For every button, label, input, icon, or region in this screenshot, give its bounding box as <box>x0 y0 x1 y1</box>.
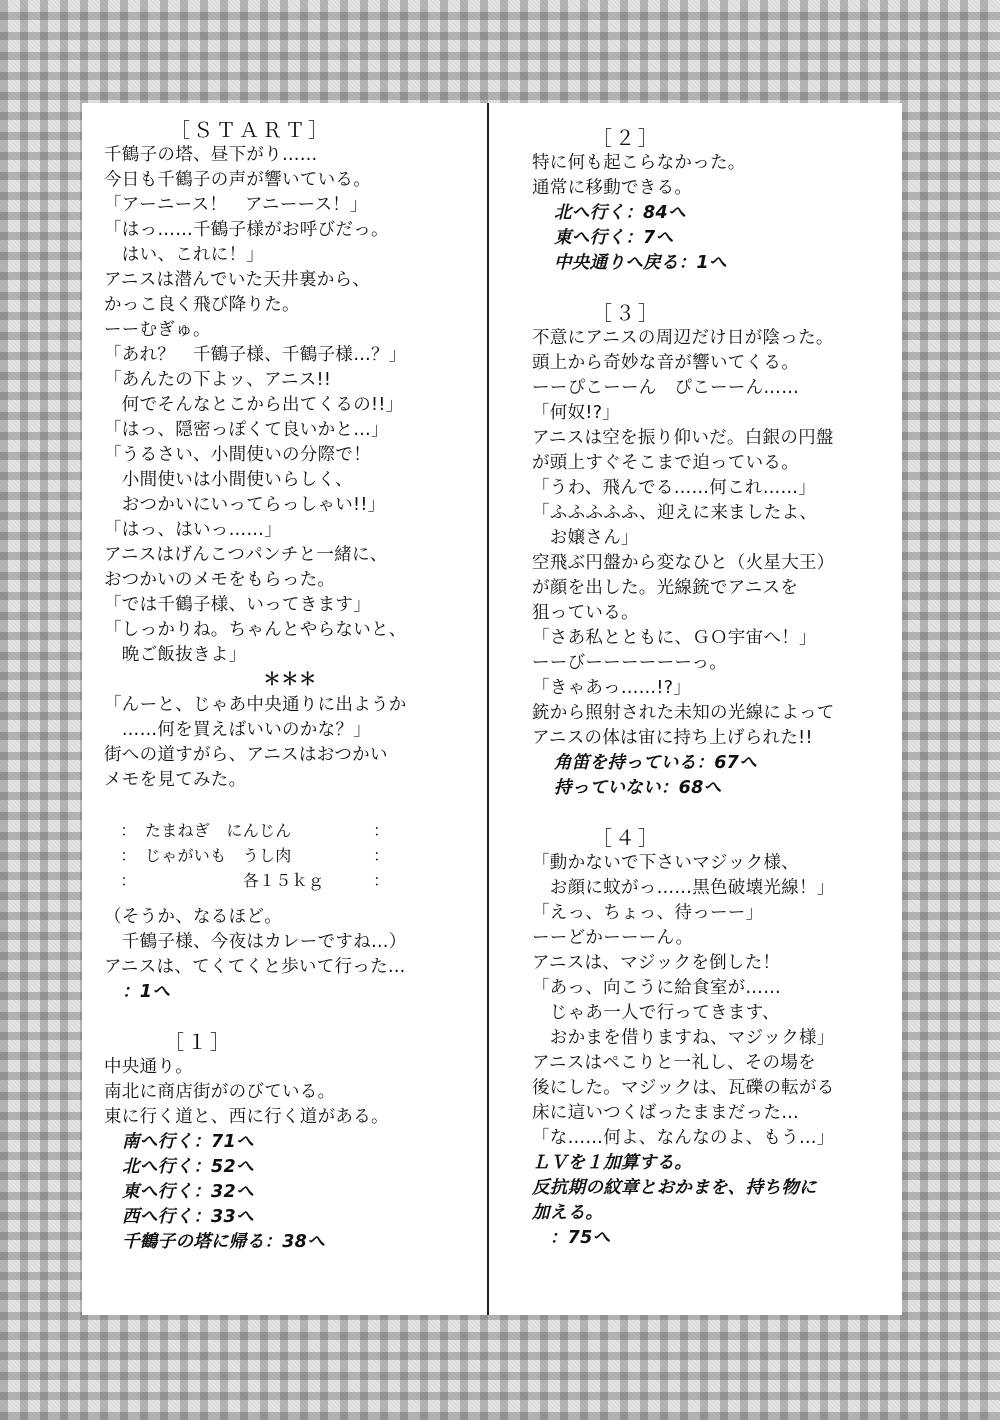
text-line: 「うわ、飛んでる……何これ……」 <box>532 478 817 498</box>
text-line: はい、これに！」 <box>104 245 265 265</box>
choice-line: 加える。 <box>532 1203 604 1223</box>
text-line: アニスは空を振り仰いだ。白銀の円盤 <box>532 428 834 448</box>
text-line: ーーびーーーーーーっ。 <box>532 653 728 673</box>
left-column <box>104 118 476 1255</box>
text-line: 「ふふふふふ、迎えに来ましたよ、 <box>532 503 818 523</box>
text-line: 今日も千鶴子の声が響いている。 <box>104 170 371 190</box>
text-line: 銃から照射された未知の光線によって <box>532 703 835 723</box>
text-line: おつかいにいってらっしゃい!!」 <box>104 495 386 515</box>
choice-line: 北へ行く：52へ <box>122 1157 254 1177</box>
spacer <box>104 893 476 905</box>
text-line: 街への道すがら、アニスはおつかい <box>104 745 388 765</box>
text-line: 空飛ぶ円盤から変なひと（火星大王） <box>532 553 835 573</box>
text-line: ……何を買えばいいのかな？」 <box>104 720 371 740</box>
text-line: 「では千鶴子様、いってきます」 <box>104 595 371 615</box>
spacer <box>532 801 892 826</box>
text-line: お嬢さん」 <box>532 528 639 548</box>
choice-line: 西へ行く：33へ <box>122 1207 254 1227</box>
text-line: じゃあ一人で行ってきます、 <box>532 1003 780 1023</box>
text-line: 中央通り。 <box>104 1057 193 1077</box>
memo-line: ： たまねぎ にんじん ： <box>104 821 390 840</box>
spacer <box>104 793 476 818</box>
memo-line: ： 各１５ｋｇ ： <box>104 871 390 890</box>
choice-line: 東へ行く：32へ <box>122 1182 254 1202</box>
text-line: 「しっかりね。ちゃんとやらないと、 <box>104 620 407 640</box>
choice-line: 中央通りへ戻る：1へ <box>554 253 727 273</box>
text-line: アニスは、てくてくと歩いて行った… <box>104 957 406 977</box>
text-line: 「はっ、はいっ……」 <box>104 520 282 540</box>
choice-line: 持っていない：68へ <box>554 778 722 798</box>
text-line: 晩ご飯抜きよ」 <box>104 645 247 665</box>
text-line: かっこ良く飛び降りた。 <box>104 295 300 315</box>
text-line: 南北に商店街がのびている。 <box>104 1082 336 1102</box>
choice-line: 東へ行く：7へ <box>554 228 674 248</box>
choice-line: 南へ行く：71へ <box>122 1132 254 1152</box>
text-line: お顔に蚊がっ……黒色破壊光線！」 <box>532 878 835 898</box>
spacer <box>104 1005 476 1030</box>
section-2-heading: ［２］ <box>592 126 661 150</box>
text-line: 「動かないで下さいマジック様、 <box>532 853 799 873</box>
choice-line: 角笛を持っている：67へ <box>554 753 757 773</box>
right-column <box>532 118 892 1251</box>
text-line: 「アーニース！ アニーース！」 <box>104 195 368 215</box>
text-line: 床に這いつくばったままだった… <box>532 1103 799 1123</box>
text-line: ーーぴこーーん ぴこーーん…… <box>532 378 799 398</box>
start-heading: ［ＳＴＡＲＴ］ <box>170 118 331 142</box>
text-line: おかまを借りますね、マジック様」 <box>532 1028 835 1048</box>
choice-line: 千鶴子の塔に帰る：38へ <box>122 1232 325 1252</box>
choice-line: ：75へ <box>532 1228 611 1248</box>
text-line: 「あれ？ 千鶴子様、千鶴子様…？」 <box>104 345 407 365</box>
text-line: 何でそんなとこから出てくるの!!」 <box>104 395 404 415</box>
text-line: アニスは潜んでいた天井裏から、 <box>104 270 371 290</box>
text-line: ーーどかーーーん。 <box>532 928 694 948</box>
section-4-heading: ［４］ <box>592 826 661 850</box>
text-line: 「はっ、隠密っぽくて良いかと…」 <box>104 420 389 440</box>
text-line: 「何奴!?」 <box>532 403 621 423</box>
column-divider <box>487 103 489 1315</box>
text-line: 東に行く道と、西に行く道がある。 <box>104 1107 389 1127</box>
scene-break-stars: ＊＊＊ <box>263 670 317 690</box>
text-line: が頭上すぐそこまで迫っている。 <box>532 453 799 473</box>
text-line: 頭上から奇妙な音が響いてくる。 <box>532 353 799 373</box>
text-line: アニスの体は宙に持ち上げられた!! <box>532 728 813 748</box>
text-line: 小間使いは小間使いらしく、 <box>104 470 353 490</box>
text-line: 通常に移動できる。 <box>532 178 693 198</box>
text-line: メモを見てみた。 <box>104 770 247 790</box>
choice-line: ：1へ <box>122 982 171 1002</box>
text-line: （そうか、なるほど。 <box>104 907 282 927</box>
text-line: 「えっ、ちょっ、待っーー」 <box>532 903 764 923</box>
text-line: ーーむぎゅ。 <box>104 320 211 340</box>
text-line: 後にした。マジックは、瓦礫の転がる <box>532 1078 835 1098</box>
text-line: おつかいのメモをもらった。 <box>104 570 336 590</box>
spacer <box>532 276 892 301</box>
section-1-heading: ［１］ <box>164 1030 233 1054</box>
text-line: 「な……何よ、なんなのよ、もう…」 <box>532 1128 835 1148</box>
text-line: アニスはげんこつパンチと一緒に、 <box>104 545 388 565</box>
text-line: 特に何も起こらなかった。 <box>532 153 746 173</box>
text-line: 「きゃあっ……!?」 <box>532 678 692 698</box>
text-line: が顔を出した。光線銃でアニスを <box>532 578 799 598</box>
choice-line: 反抗期の紋章とおかまを、持ち物に <box>532 1178 817 1198</box>
text-line: 不意にアニスの周辺だけ日が陰った。 <box>532 328 834 348</box>
text-line: 千鶴子様、今夜はカレーですね…） <box>104 932 407 952</box>
text-line: 「うるさい、小間使いの分際で！ <box>104 445 371 465</box>
memo-line: ： じゃがいも うし肉 ： <box>104 846 390 865</box>
choice-line: ＬＶを１加算する。 <box>532 1153 693 1173</box>
text-line: 「はっ……千鶴子様がお呼びだっ。 <box>104 220 389 240</box>
text-line: アニスはペこりと一礼し、その場を <box>532 1053 816 1073</box>
text-line: 「あんたの下よッ、アニス!! <box>104 370 332 390</box>
text-line: 「んーと、じゃあ中央通りに出ようか <box>104 695 407 715</box>
text-line: 狙っている。 <box>532 603 639 623</box>
choice-line: 北へ行く：84へ <box>554 203 686 223</box>
text-line: 千鶴子の塔、昼下がり…… <box>104 145 318 165</box>
text-line: 「さあ私とともに、ＧＯ宇宙へ！」 <box>532 628 817 648</box>
text-line: アニスは、マジックを倒した！ <box>532 953 781 973</box>
section-3-heading: ［３］ <box>592 301 661 325</box>
text-line: 「あっ、向こうに給食室が…… <box>532 978 782 998</box>
